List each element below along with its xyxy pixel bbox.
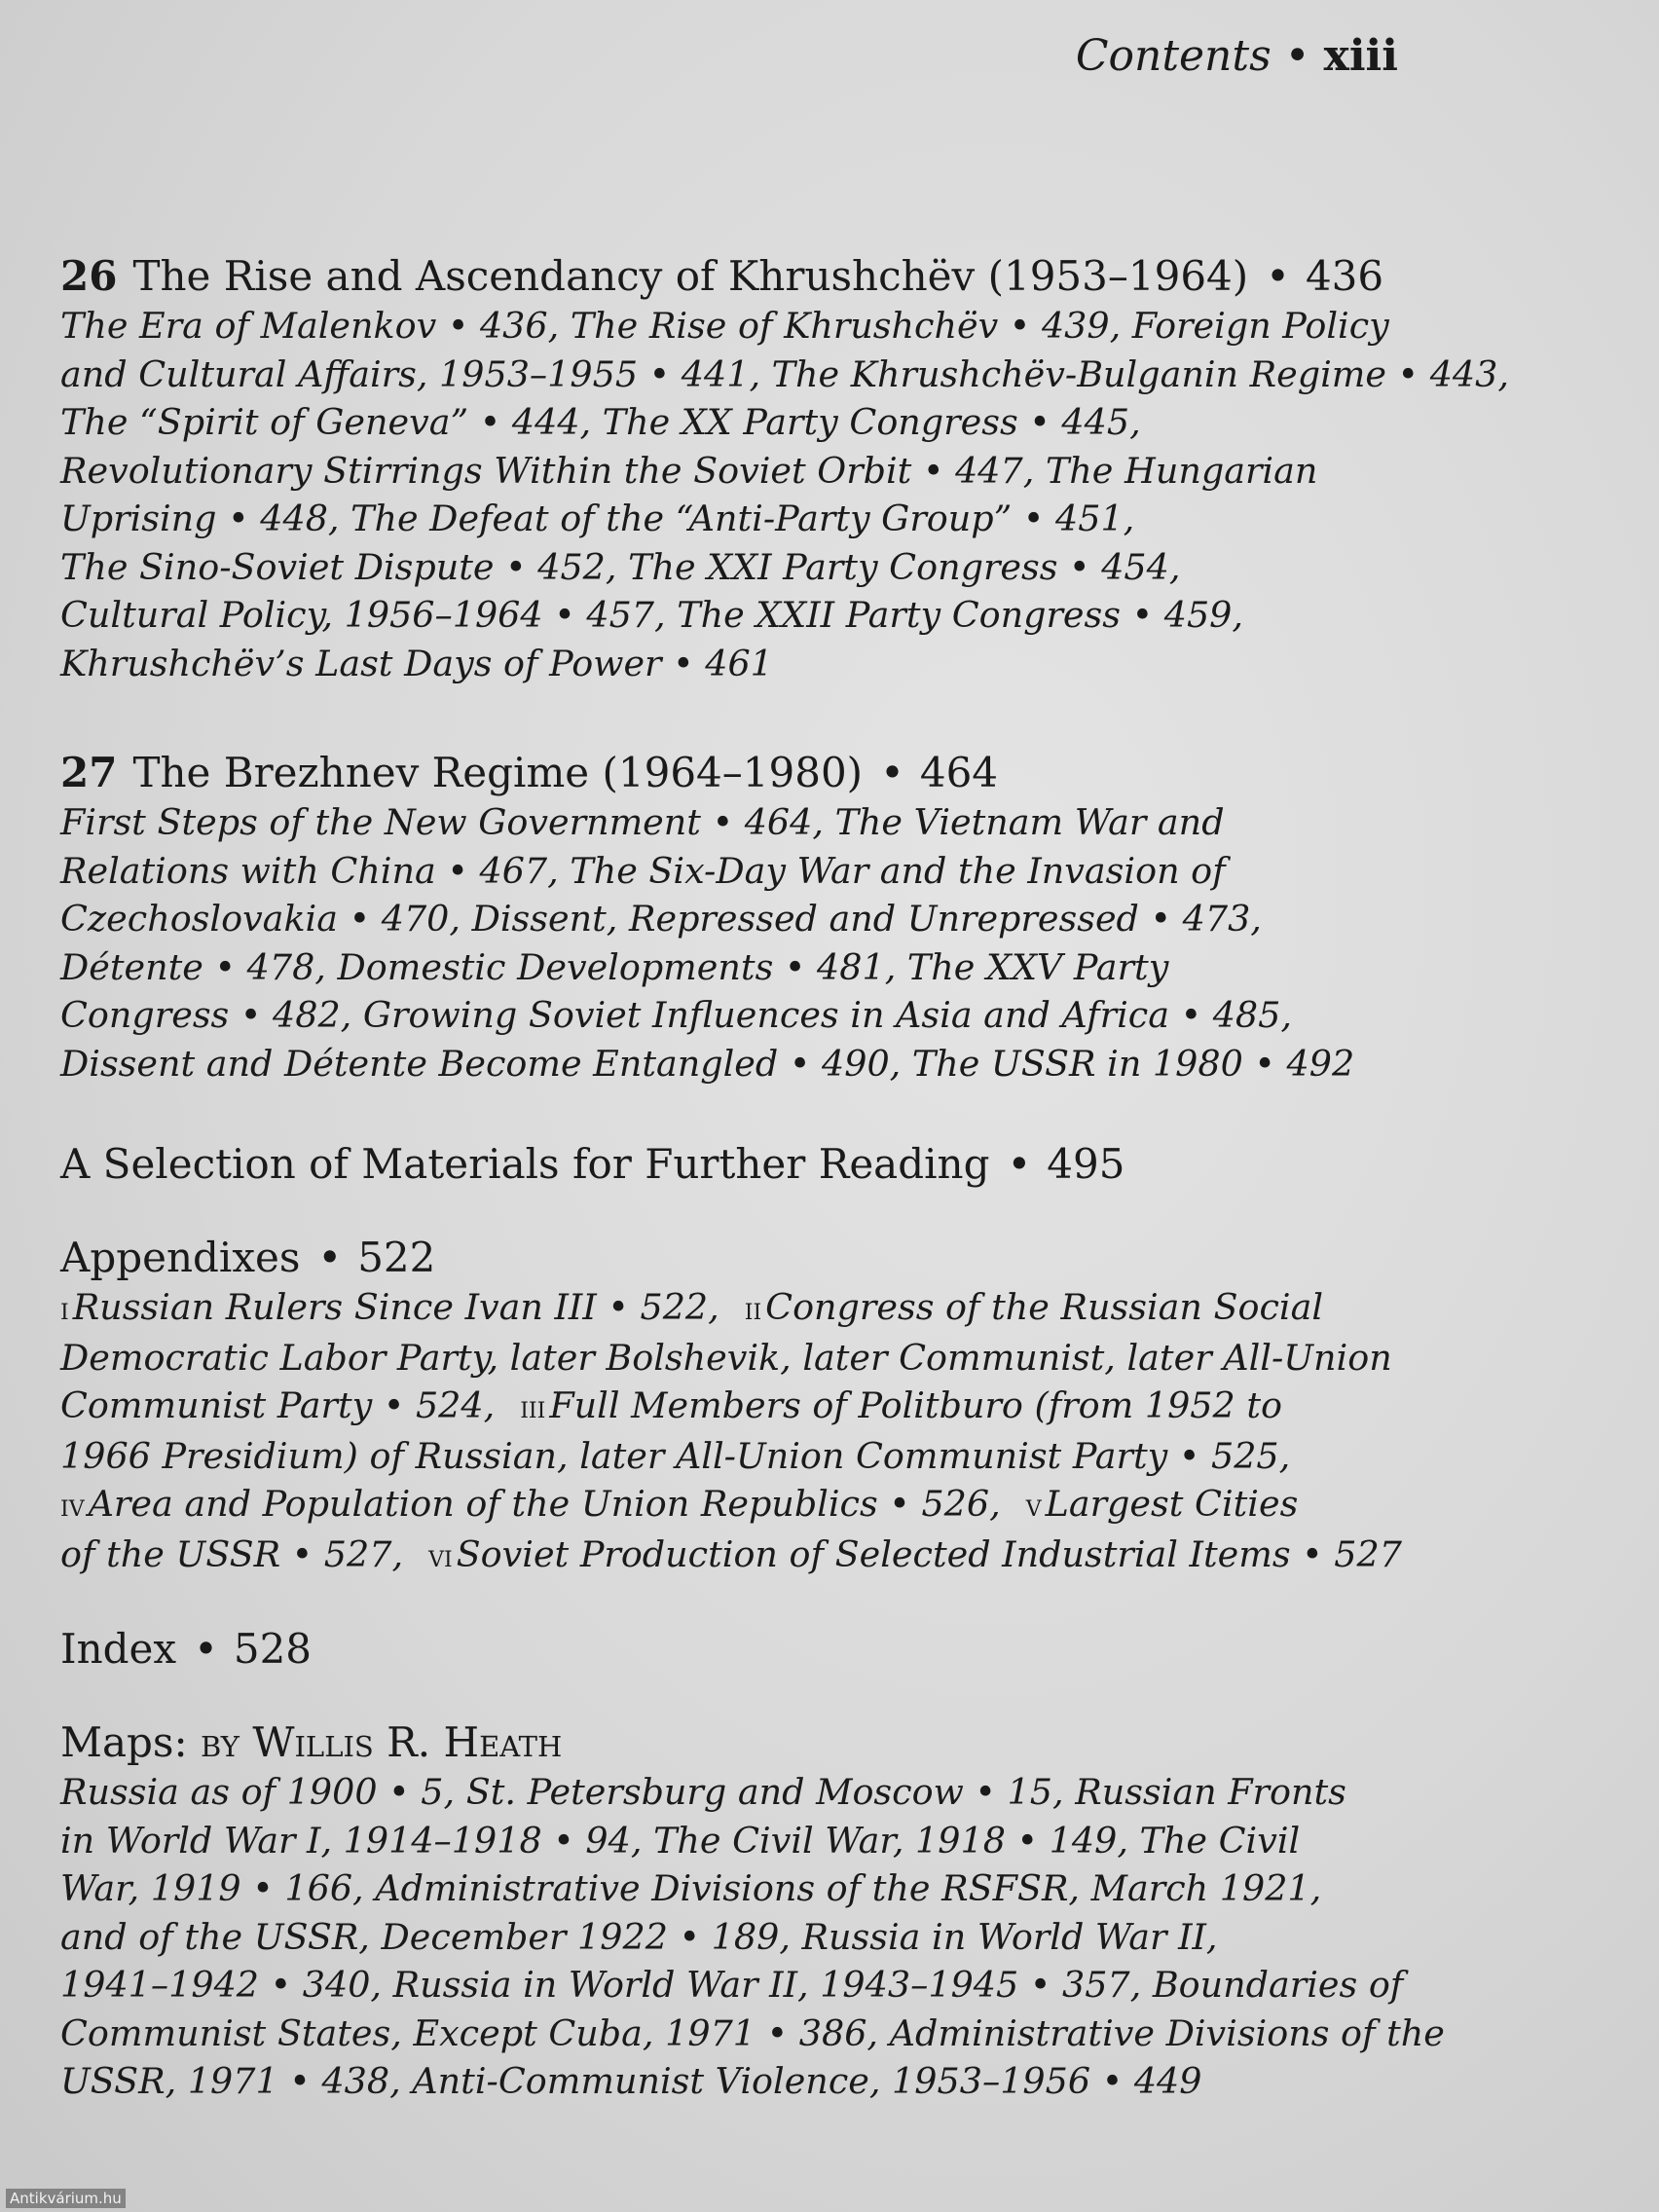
bullet: • — [1007, 1140, 1032, 1188]
appendix-numeral: v — [1025, 1487, 1042, 1524]
subsection-line: The “Spirit of Geneva” • 444, The XX Party Congress • 445, — [60, 401, 1141, 443]
bullet: • — [317, 1234, 343, 1281]
chapter-page: 436 — [1305, 252, 1384, 300]
index-title: Index — [60, 1625, 177, 1673]
maps-list — [60, 1768, 1445, 2106]
header-page-number: xiii — [1323, 31, 1398, 81]
appendix-line: Communist Party • 524, iii Full Members of Politburo (from 1952 to — [60, 1384, 1283, 1426]
subsection-line: Dissent and Détente Become Entangled • 490, The USSR in 1980 • 492 — [60, 1042, 1355, 1085]
further-reading-entry[interactable] — [60, 1139, 1423, 1190]
appendix-line: Democratic Labor Party, later Bolshevik, later Communist, later All-Union — [60, 1336, 1392, 1379]
subsection-line: First Steps of the New Government • 464, The Vietnam War and — [60, 801, 1225, 843]
chapter-page: 464 — [919, 749, 999, 796]
appendixes-list — [60, 1283, 1423, 1580]
map-line: and of the USSR, December 1922 • 189, Russia in World War II, — [60, 1915, 1218, 1958]
appendix-line: of the USSR • 527, vi Soviet Production of Selected Industrial Items • 527 — [60, 1532, 1402, 1575]
appendix-line: 1966 Presidium) of Russian, later All-Union Communist Party • 525, — [60, 1434, 1291, 1477]
bullet: • — [194, 1625, 218, 1673]
appendixes-entry — [60, 1233, 1423, 1580]
map-line: Russia as of 1900 • 5, St. Petersburg and Moscow • 15, Russian Fronts — [60, 1771, 1346, 1813]
appendixes-page: 522 — [357, 1234, 436, 1281]
header-title: Contents — [1075, 31, 1272, 81]
chapter-number: 26 — [60, 252, 118, 300]
bullet: • — [1266, 252, 1290, 300]
chapter-27-subsections — [60, 798, 1423, 1088]
map-line: War, 1919 • 166, Administrative Divisions of the RSFSR, March 1921, — [60, 1867, 1322, 1909]
maps-heading — [60, 1717, 1423, 1768]
chapter-title: The Rise and Ascendancy of Khrushchëv (1953–1964) — [132, 252, 1249, 300]
subsection-line: and Cultural Affairs, 1953–1955 • 441, The Khrushchëv-Bulganin Regime • 443, — [60, 352, 1509, 395]
chapter-number: 27 — [60, 749, 118, 796]
appendix-numeral: iii — [520, 1388, 546, 1425]
subsection-line: Cultural Policy, 1956–1964 • 457, The XXII Party Congress • 459, — [60, 594, 1243, 636]
maps-author: Willis R. Heath — [252, 1718, 563, 1766]
subsection-line: Congress • 482, Growing Soviet Influences in Asia and Africa • 485, — [60, 994, 1292, 1036]
subsection-line: Détente • 478, Domestic Developments • 481, The XXV Party — [60, 945, 1169, 988]
running-header — [1076, 31, 1398, 81]
further-reading-title: A Selection of Materials for Further Reading — [60, 1140, 990, 1188]
maps-entry — [60, 1717, 1445, 2106]
chapter-26-entry — [60, 251, 1509, 687]
maps-by: by — [201, 1718, 240, 1766]
appendix-numeral: ii — [744, 1290, 762, 1327]
subsection-line: The Era of Malenkov • 436, The Rise of Khrushchëv • 439, Foreign Policy — [60, 305, 1389, 347]
header-bullet: • — [1284, 31, 1310, 81]
bullet: • — [880, 749, 904, 796]
watermark: Antikvárium.hu — [6, 2189, 126, 2208]
index-page: 528 — [233, 1625, 313, 1673]
chapter-26-subsections — [60, 302, 1509, 687]
chapter-title: The Brezhnev Regime (1964–1980) — [132, 749, 864, 796]
appendix-numeral: i — [60, 1290, 69, 1327]
chapter-27-heading[interactable] — [60, 748, 1423, 798]
map-line: USSR, 1971 • 438, Anti-Communist Violence, 1953–1956 • 449 — [60, 2060, 1202, 2102]
maps-title: Maps: — [60, 1718, 188, 1766]
subsection-line: Czechoslovakia • 470, Dissent, Repressed and Unrepressed • 473, — [60, 898, 1262, 940]
map-line: Communist States, Except Cuba, 1971 • 386, Administrative Divisions of the — [60, 2011, 1445, 2054]
appendixes-heading[interactable] — [60, 1233, 1423, 1283]
subsection-line: Uprising • 448, The Defeat of the “Anti-Party Group” • 451, — [60, 498, 1135, 539]
appendix-numeral: iv — [60, 1487, 85, 1524]
chapter-26-heading[interactable] — [60, 251, 1423, 302]
subsection-line: Relations with China • 467, The Six-Day War and the Invasion of — [60, 849, 1226, 892]
map-line: in World War I, 1914–1918 • 94, The Civil War, 1918 • 149, The Civil — [60, 1819, 1301, 1862]
subsection-line: Revolutionary Stirrings Within the Soviet Orbit • 447, The Hungarian — [60, 449, 1318, 492]
index-entry[interactable] — [60, 1624, 1423, 1675]
appendix-line: iv Area and Population of the Union Republics • 526, v Largest Cities — [60, 1483, 1299, 1525]
appendix-line: i Russian Rulers Since Ivan III • 522, ii Congress of the Russian Social — [60, 1286, 1324, 1328]
appendixes-title: Appendixes — [60, 1234, 301, 1281]
map-line: 1941–1942 • 340, Russia in World War II, 1943–1945 • 357, Boundaries of — [60, 1964, 1404, 2006]
chapter-27-entry — [60, 748, 1423, 1088]
appendix-numeral: vi — [428, 1536, 453, 1574]
subsection-line: Khrushchëv’s Last Days of Power • 461 — [60, 642, 773, 684]
further-reading-page: 495 — [1047, 1140, 1125, 1188]
subsection-line: The Sino-Soviet Dispute • 452, The XXI Party Congress • 454, — [60, 545, 1181, 588]
